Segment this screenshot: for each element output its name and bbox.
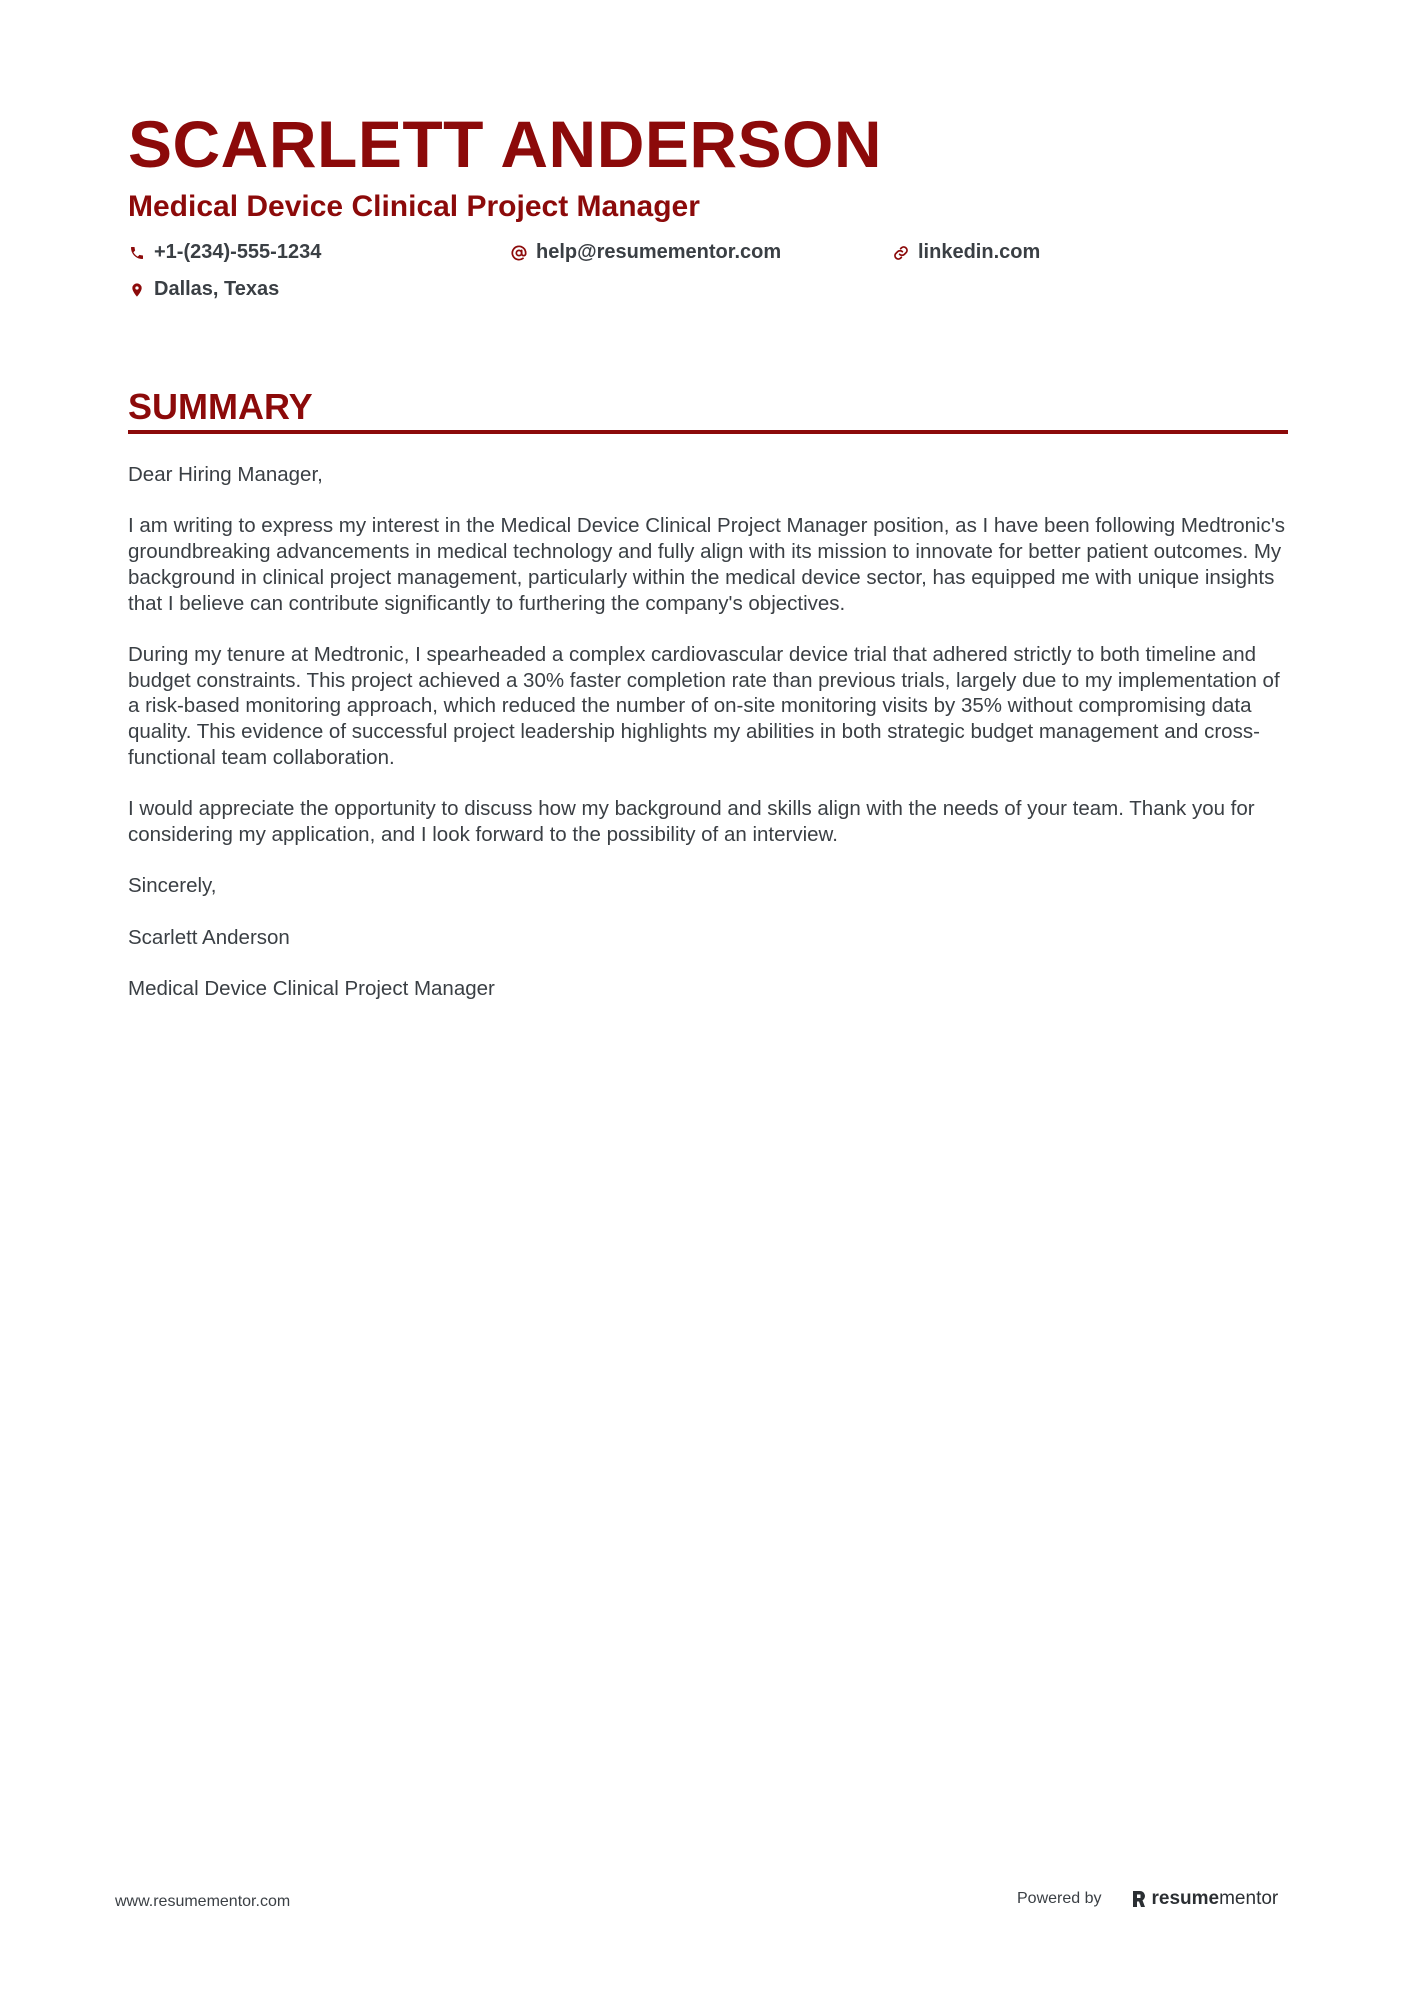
candidate-name: SCARLETT ANDERSON [128,107,883,181]
contact-phone [128,241,321,264]
footer-powered-by [1017,1888,1278,1910]
at-sign-icon [510,244,528,262]
footer-website[interactable]: www.resumementor.com [115,1893,291,1910]
phone-icon [128,244,146,262]
summary-heading: SUMMARY [128,386,313,427]
map-pin-icon [128,281,146,299]
location-text: Dallas, Texas [154,278,280,300]
letter-body [128,462,1288,1027]
brand-logo[interactable] [1130,1888,1279,1910]
signature-title: Medical Device Clinical Project Manager [128,976,495,1000]
salutation: Dear Hiring Manager, [128,463,323,486]
contact-location [128,278,279,301]
closing: Sincerely, [128,874,217,898]
section-divider [128,430,1288,434]
brand-name-bold: resume [1151,1888,1220,1909]
contact-email [510,241,781,264]
letter-paragraph: I would appreciate the opportunity to discuss how my background and skills align with the needs of your team. Thank you for considering my application, and I look forward to the possibility of an interview. [128,797,1255,846]
email-text: help@resumementor.com [536,241,782,263]
letter-paragraph: During my tenure at Medtronic, I spearheaded a complex cardiovascular device trial that adhered strictly to both timeline and budget constraints. This project achieved a 30% faster completion rate than previous trials, largely due to my implementation of a risk-based monitoring approach, which reduced the number of on-site monitoring visits by 35% without compromising data quality. This evidence of successful project leadership highlights my abilities in both strategic budget management and cross-functional team collaboration. [128,642,1280,769]
letter-paragraph: I am writing to express my interest in the Medical Device Clinical Project Manager position, as I have been following Medtronic's groundbreaking advancements in medical technology and fully align with its mission to innovate for better patient outcomes. My background in clinical project management, particularly within the medical device sector, has equipped me with unique insights that I believe can contribute significantly to furthering the company's objectives. [128,514,1285,615]
linkedin-text: linkedin.com [918,241,1041,263]
phone-text: +1-(234)-555-1234 [154,241,322,263]
powered-by-label: Powered by [1017,1890,1102,1907]
contact-linkedin [892,241,1040,264]
brand-name-light: mentor [1219,1888,1279,1909]
job-title: Medical Device Clinical Project Manager [128,190,700,223]
link-icon [892,244,910,262]
signature-name: Scarlett Anderson [128,925,290,949]
resumementor-logo-icon [1130,1889,1148,1909]
